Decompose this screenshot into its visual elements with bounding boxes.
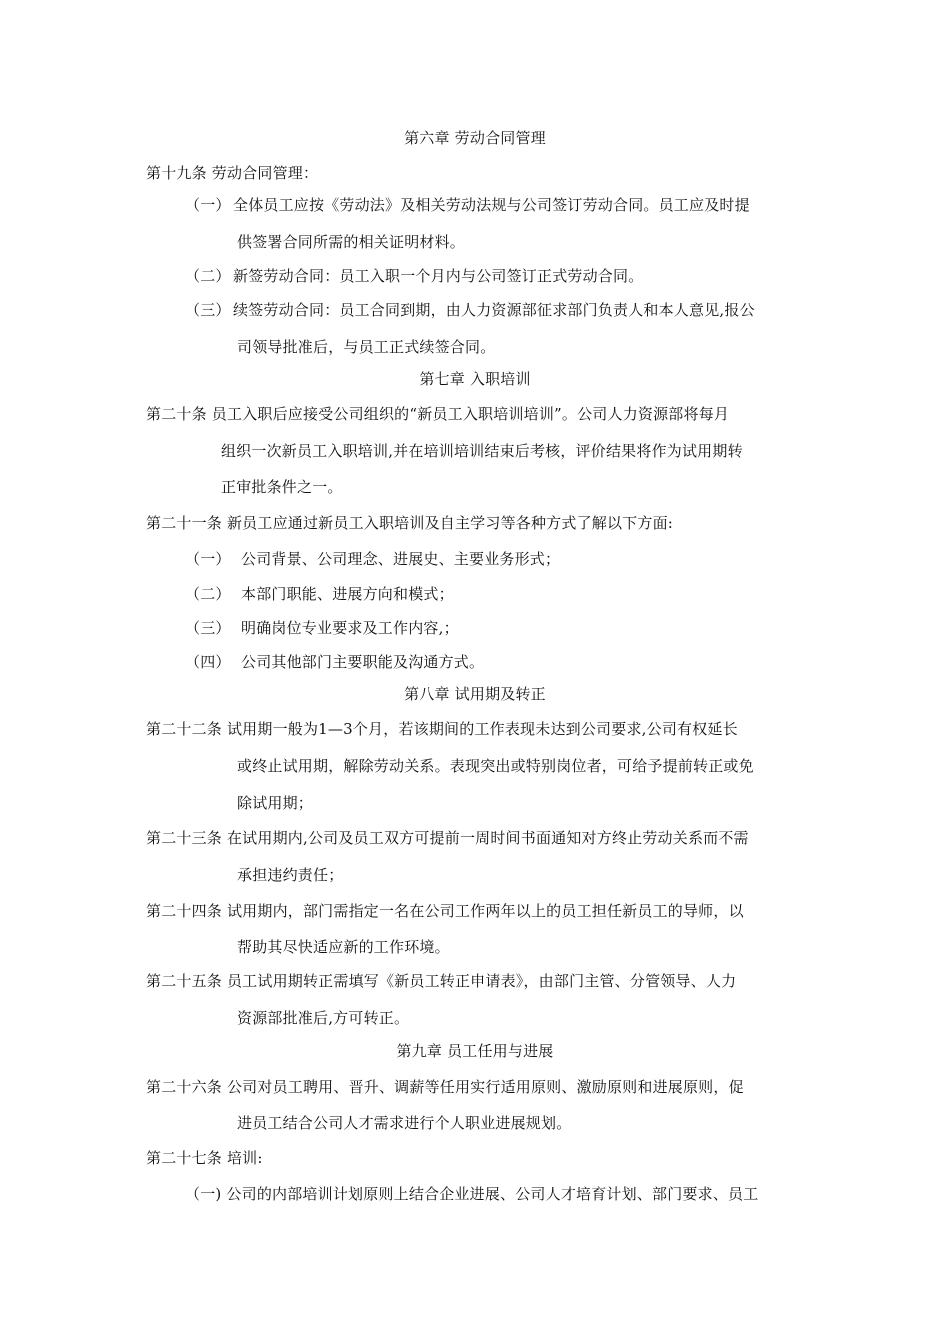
article-27-heading: 第二十七条 培训: (146, 1149, 263, 1167)
item-number: （四） (185, 653, 231, 671)
article-19-item-2 (185, 266, 643, 286)
item-text: 本部门职能、进展方向和模式； (241, 585, 454, 603)
item-number: （一） (185, 550, 231, 568)
article-22-line-2: 或终止试用期，解除劳动关系。表现突出或特别岗位者，可给予提前转正或免 (237, 757, 754, 775)
article-21-heading: 第二十一条 新员工应通过新员工入职培训及自主学习等各种方式了解以下方面: (146, 514, 674, 532)
article-21-item-4 (185, 652, 484, 672)
article-21-item-3 (185, 618, 459, 638)
item-text: 新签劳动合同：员工入职一个月内与公司签订正式劳动合同。 (233, 267, 644, 285)
article-26-line-1: 第二十六条 公司对员工聘用、晋升、调薪等任用实行适用原则、激励原则和进展原则，促 (146, 1078, 744, 1096)
chapter-6-title: 第六章 劳动合同管理 (404, 129, 546, 147)
article-19-item-3 (185, 300, 755, 320)
item-text: 续签劳动合同：员工合同到期，由人力资源部征求部门负责人和本人意见,报公 (233, 301, 755, 319)
article-19-item-1 (185, 195, 750, 215)
article-20-line-3: 正审批条件之一。 (221, 478, 343, 496)
article-24-line-1: 第二十四条 试用期内，部门需指定一名在公司工作两年以上的员工担任新员工的导师，以 (146, 902, 744, 920)
article-19-item-3-cont: 司领导批准后，与员工正式续签合同。 (237, 338, 496, 356)
article-21-item-2 (185, 584, 454, 604)
chapter-9-title: 第九章 员工任用与进展 (396, 1042, 554, 1060)
article-21-item-1 (185, 549, 560, 569)
item-text: 公司其他部门主要职能及沟通方式。 (241, 653, 485, 671)
article-26-line-2: 进员工结合公司人才需求进行个人职业进展规划。 (237, 1114, 572, 1132)
article-27-item-1: （一) 公司的内部培训计划原则上结合企业进展、公司人才培育计划、部门要求、员工 (185, 1185, 759, 1203)
article-19-item-1-cont: 供签署合同所需的相关证明材料。 (237, 233, 466, 251)
article-19-heading: 第十九条 劳动合同管理： (146, 164, 319, 182)
item-number: （一） (185, 196, 231, 214)
chapter-8-title: 第八章 试用期及转正 (404, 685, 546, 703)
item-text: 全体员工应按《劳动法》及相关劳动法规与公司签订劳动合同。员工应及时提 (233, 196, 750, 214)
article-25-line-1: 第二十五条 员工试用期转正需填写《新员工转正申请表》，由部门主管、分管领导、人力 (146, 972, 737, 990)
item-number: （三） (185, 619, 231, 637)
item-number: （三） (185, 301, 231, 319)
article-20-line-1: 第二十条 员工入职后应接受公司组织的“新员工入职培训培训”。公司人力资源部将每月 (146, 405, 730, 423)
article-20-line-2: 组织一次新员工入职培训,并在培训培训结束后考核，评价结果将作为试用期转 (221, 442, 743, 460)
article-22-line-1: 第二十二条 试用期一般为1—3个月，若该期间的工作表现未达到公司要求,公司有权延长 (146, 720, 738, 738)
item-number: （二） (185, 585, 231, 603)
article-23-line-2: 承担违约责任； (237, 866, 344, 884)
item-number: （二） (185, 267, 231, 285)
item-text: 公司背景、公司理念、进展史、主要业务形式； (241, 550, 561, 568)
article-24-line-2: 帮助其尽快适应新的工作环境。 (237, 938, 450, 956)
article-25-line-2: 资源部批准后,方可转正。 (237, 1009, 410, 1027)
chapter-7-title: 第七章 入职培训 (419, 370, 531, 388)
article-22-line-3: 除试用期； (237, 794, 314, 812)
article-23-line-1: 第二十三条 在试用期内,公司及员工双方可提前一周时间书面通知对方终止劳动关系而不需 (146, 829, 749, 847)
item-text: 明确岗位专业要求及工作内容,； (241, 619, 459, 637)
